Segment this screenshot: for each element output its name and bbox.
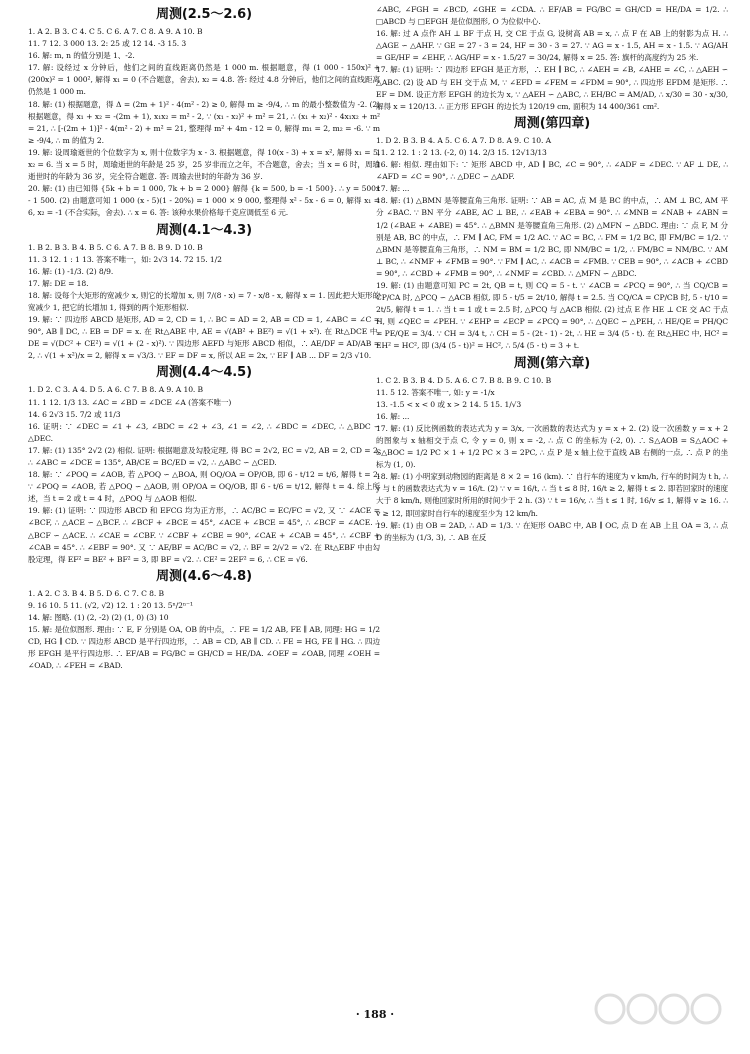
answer-line: 16. 解: m, n 的值分别是 1、-2. [28, 51, 135, 61]
answer-line: 19. 解: (1) 由 OB = 2AD, ∴ AD = 1/3. ∵ 在矩形 OABC 中, AB ∥ OC, 点 D 在 AB 上且 OA = 3, ∴ 点 D 的坐标为 (1/3, 3), ∴ AB 在反 [376, 520, 728, 542]
answer-line: 18. 解: ∵ ∠POQ = ∠AOB, 若 △POQ ∽ △BOA, 则 OQ/OA = OP/OB, 即 6 - t/12 = t/6, 解得 t = 2. ∵ ∠POQ = ∠AOB, 若 △POQ ∽ △AOB, 则 OP/OA = OQ/OB, 即 6 - t/6 = t/12, 解得 t = 4. 综上所述，当 t = 2 或 t = 4 时，△POQ 与 △AOB 相似. [28, 470, 380, 504]
answer-line: 9. 16 10. 5 11. (√2, √2) 12. 1 : 20 13. 5ⁿ/2ⁿ⁻¹ [28, 600, 193, 610]
answer-line: 18. 解: (1) △BMN 是等腰直角三角形. 证明: ∵ AB = AC, 点 M 是 BC 的中点，∴ AM ⊥ BC, AM 平分 ∠BAC. ∵ BN 平分 ∠ABE, AC ⊥ BE, ∴ ∠EAB + ∠EBA = 90°. ∴ ∠MNB = ∠NAB + ∠ABN = 1/2 (∠BAE + ∠ABE) = 45°. ∴ △BMN 是等腰直角三角形. (2) △MFN ∽ △BDC. 理由: ∵ 点 F, M 分别是 AB, BC 的中点，∴ FM ∥ AC, FM = 1/2 AC. ∵ AC = BC, ∴ FM = 1/2 BC, 即 FM/BC = 1/2. ∵ △BMN 是等腰直角三角形，∴ NM = BM = 1/2 BC, 即 NM/BC = 1/2, ∴ FM/BC = NM/BC. ∵ AM ⊥ BC, ∴ ∠NMF + ∠FMB = 90°. ∵ FM ∥ AC, ∴ ∠ACB = ∠FMB. ∵ CEB = 90°, ∴ ∠ACB + ∠CBD = 90°, ∴ ∠CBD + ∠FMB = 90°, ∴ ∠NMF = ∠CBD. ∴ △MFN ∽ △BDC. [376, 196, 728, 278]
answer-line: 16. 解: ... [376, 411, 410, 421]
answer-line: 1. C 2. B 3. B 4. D 5. A 6. C 7. B 8. B 9. C 10. B [376, 375, 552, 385]
answer-line: 20. 解: (1) 由已知得 {5k + b = 1 000, 7k + b = 2 000} 解得 {k = 500, b = -1 500}. ∴ y = 500x - 1 500. (2) 由题意可知 1 000 (x - 5)(1 - 20%) = 1 000 × 9 000, 整理得 x² - 5x - 6 = 0, 解得 x₁ = 6, x₂ = -1 (不合实际，舍去). ∴ x = 6. 答: 该种水果价格每千克应调低至 6 元. [28, 184, 380, 218]
section-title: 周测(第六章) [513, 355, 591, 371]
watermark-icon [592, 992, 742, 1026]
answer-line: 1. B 2. B 3. B 4. B 5. C 6. A 7. B 8. B 9. D 10. B [28, 242, 203, 252]
answer-line: 17. 解: (1) 135° 2√2 (2) 相似. 证明: 根据题意及勾股定理, 得 BC = 2√2, EC = √2, AB = 2, CD = 2, ∴ ∠ABC = ∠DCE = 135°, AB/CE = BC/ED = √2, ∴ △ABC ∽ △CED. [28, 445, 380, 467]
answer-line: 1. D 2. C 3. A 4. D 5. A 6. C 7. B 8. A 9. A 10. B [28, 385, 204, 395]
section-title: 周测(4.1～4.3) [156, 222, 252, 238]
answer-line: 17. 解: DE = 18. [28, 278, 89, 288]
answer-line: 18. 解: 设每个大矩形的宽减少 x, 则它的长增加 x, 则 7/(8 - x) = 7 - x/8 - x, 解得 x = 1. 因此把大矩形的宽减少 1, 把它的长增加 1, 得到的两个矩形相似. [28, 290, 380, 312]
right-column [376, 4, 728, 544]
answer-line: 16. 解: 相似. 理由如下: ∵ 矩形 ABCD 中, AD ∥ BC, ∠C = 90°, ∴ ∠ADF = ∠DEC. ∵ AF ⊥ DE, ∴ ∠AFD = ∠C = 90°, ∴ △DEC ∽ △ADF. [376, 160, 728, 182]
page-number: · 188 · [355, 1008, 395, 1021]
watermark-logo [592, 992, 742, 1046]
answer-line: 1. A 2. C 3. B 4. B 5. D 6. C 7. C 8. B [28, 588, 165, 598]
answer-line: 14. 6 2√3 15. 7/2 或 11/3 [28, 409, 121, 419]
answer-line: 17. 解: (1) 证明: ∵ 四边形 EFGH 是正方形，∴ EH ∥ BC, ∴ ∠AEH = ∠B, ∠AHE = ∠C, ∴ △AEH ∽ △ABC. (2) 设 AD 与 EH 交于点 M, ∵ ∠EFD = ∠FEM = ∠FDM = 90°, ∴ 四边形 EFDM 是矩形. ∴ EF = DM. 设正方形 EFGH 的边长为 x, ∵ △AEH ∽ △ABC, ∴ EH/BC = AM/AD, ∴ x/30 = 30 - x/30, 解得 x = 120/13. ∴ 正方形 EFGH 的边长为 120/19 cm, 面积为 14 400/361 cm². [376, 65, 728, 111]
answer-line: 11. 3 12. 1 : 1 13. 答案不唯一，如: 2√3 14. 72 15. 1/2 [28, 254, 222, 264]
answer-line: 16. 解: 过 A 点作 AH ⊥ BF 于点 H, 交 CE 于点 G, 设树高 AB = x, ∴ 点 F 在 AB 上的射影为点 H. ∴ △AGE ∽ △AHF. ∵ GE = 27 - 3 = 24, HF = 30 - 3 = 27. ∵ AG = x - 1.5, AH = x - 1.5. ∵ AG/AH = GE/HF = ∠EHF, ∴ AG/HF = x - 1.5/27 = 30/24, 解得 x = 25. 答: 旗杆的高度约为 25 米. [376, 29, 728, 63]
section-title: 周测(第四章) [513, 115, 591, 131]
answer-line: 14. 解: 图略. (1) (2, -2) (2) (1, 0) (3) 10 [28, 613, 169, 623]
answer-line: 19. 解: ∵ 四边形 ABCD 是矩形, AD = 2, CD = 1, ∴ BC = AD = 2, AB = CD = 1, ∠ABC = ∠C = 90°, AB ∥ DC, ∴ EB = DF = x. 在 Rt△ABE 中, AE = √(AB² + BE²) = √(1 + x²). 在 Rt△DCE 中, DE = √(DC² + CE²) = √(1 + (2 - x)²). ∵ 四边形 AEFD 与矩形 ABCD 相似，∴ AE/DF = AD/AB = 2, ∴ √(1 + x²)/x = 2, 解得 x = √3/3. ∵ EF = DF = x, 所以 AE = 2x, ∵ EF ∥ AB ... DF = 2/3 √10. [28, 315, 380, 361]
answer-line: 11. 1 12. 1/3 13. ∠AC = ∠BD = ∠DCE ∠A (答案不唯一) [28, 397, 232, 407]
answer-line: 11. 7 12. 3 000 13. 2: 25 或 12 14. -3 15. 3 [28, 39, 187, 49]
answer-line: ∠ABC, ∠FGH = ∠BCD, ∠GHE = ∠CDA. ∴ EF/AB = FG/BC = GH/CD = HE/DA = 1/2. ∴ □ABCD 与 □EFGH 是位似图形, O 为位似中心. [376, 5, 728, 27]
answer-line: 13. -1.5 < x < 0 或 x > 2 14. 5 15. 1/√3 [376, 399, 522, 409]
answer-line: 19. 解: 设周瑜逝世的个位数字为 x, 则十位数字为 x - 3. 根据题意，得 10(x - 3) + x = x², 解得 x₁ = 5, x₂ = 6. 当 x = 5 时，周瑜逝世的年龄是 25 岁，25 岁非而立之年，不合题意，舍去；当 x = 6 时，周瑜逝世时的年龄为 36 岁，完全符合题意. 答: 周瑜去世时的年龄为 36 岁. [28, 147, 380, 182]
answer-line: 16. 解: (1) -1/3. (2) 8/9. [28, 266, 114, 276]
answer-line: 1. D 2. B 3. B 4. A 5. C 6. A 7. D 8. A 9. C 10. A [376, 135, 552, 145]
answer-line: 1. A 2. B 3. C 4. C 5. C 6. A 7. C 8. A 9. A 10. B [28, 27, 203, 36]
left-column [28, 4, 380, 673]
section-title: 周测(4.4～4.5) [156, 365, 252, 381]
answer-line: 17. 解: ... [376, 184, 410, 194]
answer-line: 19. 解: (1) 由题意可知 PC = 2t, QB = t, 则 CQ = 5 - t. ∵ ∠ACB = ∠PCQ = 90°, ∴ 当 CQ/CB = CP/CA 时, △PCQ ∽ △ACB 相似, 即 5 - t/5 = 2t/10, 解得 t = 2.5. 当 CQ/CA = CP/CB 时, 5 - t/10 = 2t/5, 解得 t = 1. ∴ 当 t = 1 或 t = 2.5 时, △PCQ 与 △ACB 相似. (2) 过点 E 作 HE ⊥ CE 交 AC 于点 H, 则 ∠QEC = ∠PEH. ∵ ∠EHP = ∠ECP = ∠PCQ = 90°, ∴ △QEC ∽ △PEH, ∴ HE/QE = PH/QC = PE/QE = 3/4. ∵ CH = 3/4 t, ∴ CH = 5 - (2t - 1) - 2t, ∴ HE = 3/4 (5 - t). 在 Rt△HEC 中, HC² = EH² = HC², 即 (3/4 (5 - t))² = HC², ∴ 5/4 (5 - t) = 3 + t. [376, 280, 728, 351]
answer-line: 11. 2 12. 1 : 2 13. (-2, 0) 14. 2/3 15. 12√13/13 [376, 147, 547, 157]
answer-line: 15. 解: 是位似图形. 理由: ∵ E, F 分别是 OA, OB 的中点，∴ FE = 1/2 AB, FE ∥ AB, 同理: HG = 1/2 CD, HG ∥ CD. ∵ 四边形 ABCD 是平行四边形，∴ AB = CD, AB ∥ CD. ∴ FE = HG, FE ∥ HG. ∴ 四边形 EFGH 是平行四边形. ∴ EF/AB = FG/BC = GH/CD = HE/DA. ∠OEF = ∠OAB, 同理 ∠OEH = ∠OAD, ∴ ∠FEH = ∠BAD. [28, 625, 380, 671]
section-title: 周测(4.6～4.8) [156, 568, 252, 584]
answer-line: 18. 解: (1) 根据题意，得 Δ = (2m + 1)² - 4(m² - 2) ≥ 0, 解得 m ≥ -9/4, ∴ m 的最小整数值为 -2. (2) 根据题意，得 x₁ + x₂ = -(2m + 1), x₁x₂ = m² - 2, ∵ (x₁ - x₂)² + m² = 21, ∴ (x₁ + x₂)² - 4x₁x₂ + m² = 21, ∴ [-(2m + 1)]² - 4(m² - 2) + m² = 21, 整理得 m² + 4m - 12 = 0, 解得 m₁ = 2, m₂ = -6. ∵ m ≥ -9/4, ∴ m 的值为 2. [28, 99, 380, 145]
answer-line: 17. 解: 设经过 x 分钟后，他们之间的直线距离仍然是 1 000 m. 根据题意，得 (1 000 - 150x)² + (200x)² = 1 000², 解得 x₁ = 0 (不合题意，舍去), x₂ = 4.8. 答: 经过 4.8 分钟后，他们之间的直线距离仍然是 1 000 m. [28, 63, 380, 97]
answer-line: 16. 证明: ∵ ∠DEC = ∠1 + ∠3, ∠BDC = ∠2 + ∠3, ∠1 = ∠2, ∴ ∠BDC = ∠DEC, ∴ △BDC ∽ △DEC. [28, 421, 380, 443]
answer-line: 17. 解: (1) 反比例函数的表达式为 y = 3/x, 一次函数的表达式为 y = x + 2. (2) 设一次函数 y = x + 2 的图象与 x 轴相交于点 C, 令 y = 0, 则 x = -2, ∴ 点 C 的坐标为 (-2, 0). ∴ S△AOB = S△AOC + S△BOC = 1/2 PC × 1 + 1/2 PC × 3 = 2PC, ∴ 点 P 是 x 轴上位于直线 AB 右侧的一点, ∴ 点 P 的坐标为 (1, 0). [376, 423, 728, 470]
section-title: 周测(2.5～2.6) [156, 7, 252, 22]
answer-line: 18. 解: (1) 小明家到动物园的距离是 8 × 2 = 16 (km). ∵ 自行车的速度为 v km/h, 行车的时间为 t h, ∴ y 与 t 的函数表达式为 v = 16/t. (2) ∵ v = 16/t, ∴ 当 t ≤ 8 时, 16/t ≥ 2, 解得 t ≤ 2. 即若回家时的速度大于 8 km/h, 则他回家时所用的时间少于 2 h. (3) ∵ t = 16/v, ∴ 当 t ≤ 1 时, 16/v ≤ 1, 解得 v ≥ 16. ∴ v ≥ 12, 即回家时自行车的速度至少为 12 km/h. [376, 472, 728, 518]
answer-line: 11. 5 12. 答案不唯一, 如: y = -1/x [376, 387, 495, 397]
answer-line: 19. 解: (1) 证明: ∵ 四边形 ABCD 和 EFCG 均为正方形，∴ AC/BC = EC/FC = √2, 又 ∵ ∠ACE = ∠BCF, ∴ △ACE ∽ △BCF. ∴ ∠BCF + ∠BCE = 45°, ∠ACE + ∠BCE = 45°, ∴ ∠BCF = ∠ACE. ∴ △BCF ∽ △ACE. ∴ ∠CAE = ∠CBF. ∵ ∠CBF + ∠CBE = 90°, ∠CAE + ∠CAB = 45°, ∴ ∠CBF + ∠CAB = 45°. ∴ ∠EBF = 90°. 又 ∵ AE/BF = AC/BC = √2, ∴ BF = 2/√2 = √2. 在 Rt△EBF 中由勾股定理，得 EF² = BE² + BF² = 3, 即 BF = √2. ∴ CE² = 2EF² = 6, ∴ CE = √6. [28, 506, 380, 564]
